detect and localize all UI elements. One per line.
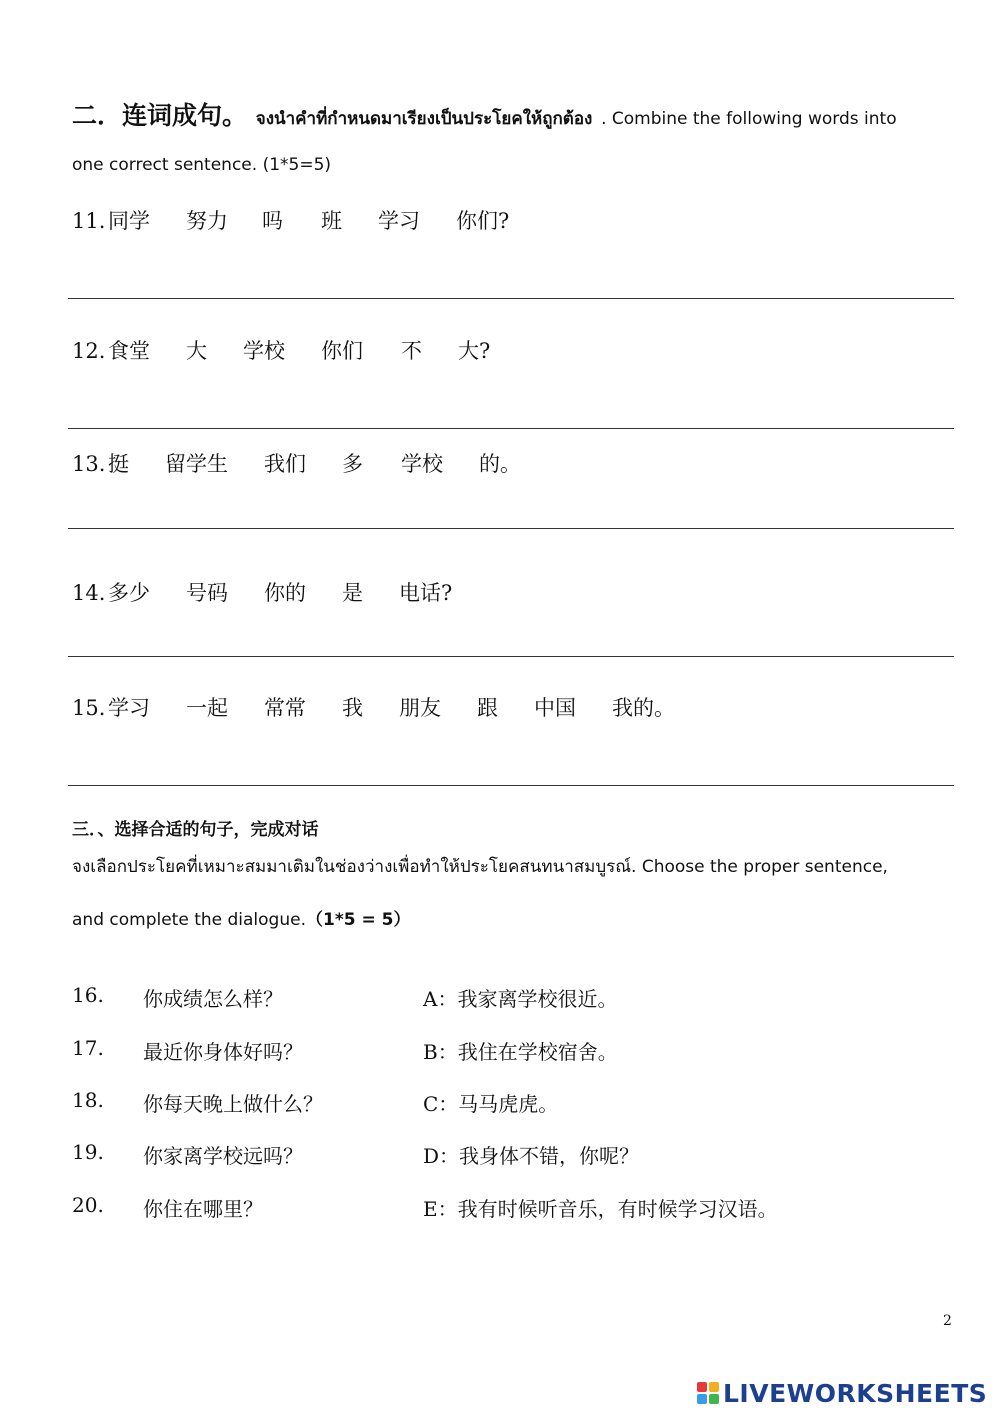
word: 我们 <box>264 452 306 476</box>
word: 你的 <box>264 581 306 605</box>
section2-instruction: one correct sentence. (1*5=5) <box>72 155 332 175</box>
section2-title-zh: 二．连词成句。 <box>72 101 248 130</box>
word: 我的。 <box>612 696 675 720</box>
section2-title-th: จงนำคำที่กำหนดมาเรียงเป็นประโยคให้ถูกต้อง <box>255 109 593 129</box>
word: 同学 <box>108 209 150 233</box>
word: 号码 <box>186 581 228 605</box>
section3-line2: and complete the dialogue. <box>72 910 306 930</box>
word: 留学生 <box>165 452 228 476</box>
question-14 <box>72 577 486 607</box>
match-option[interactable]: A：我家离学校很近。 <box>423 987 618 1011</box>
page-number: 2 <box>943 1313 952 1329</box>
match-number: 17. <box>72 1036 104 1060</box>
word: 的。 <box>479 452 521 476</box>
word: 电话? <box>399 581 453 605</box>
word: 常常 <box>264 696 306 720</box>
word: 学习 <box>108 696 150 720</box>
section3-instruction-2 <box>72 905 410 930</box>
word: 一起 <box>186 696 228 720</box>
question-15 <box>72 692 709 722</box>
match-option[interactable]: B：我住在学校宿舍。 <box>423 1040 618 1064</box>
answer-line-13[interactable] <box>68 528 954 529</box>
section2-title-en: . Combine the following words into <box>601 109 897 129</box>
match-number: 19. <box>72 1140 104 1164</box>
word: 多 <box>342 452 363 476</box>
match-number: 18. <box>72 1088 104 1112</box>
logo-tile <box>697 1382 707 1392</box>
word: 学校 <box>401 452 443 476</box>
answer-line-14[interactable] <box>68 656 954 657</box>
word: 你们 <box>321 339 363 363</box>
answer-line-11[interactable] <box>68 298 954 299</box>
logo-tile <box>709 1394 719 1404</box>
question-number: 15. <box>72 696 106 720</box>
word: 是 <box>342 581 363 605</box>
word: 朋友 <box>399 696 441 720</box>
match-option[interactable]: D：我身体不错，你呢？ <box>423 1144 640 1168</box>
match-option[interactable]: E：我有时候听音乐，有时候学习汉语。 <box>423 1197 778 1221</box>
question-13 <box>72 448 555 478</box>
question-number: 11. <box>72 209 106 233</box>
liveworksheets-logo[interactable] <box>697 1378 987 1408</box>
logo-tile <box>697 1394 707 1404</box>
word: 挺 <box>108 452 129 476</box>
match-number: 20. <box>72 1193 104 1217</box>
match-question: 你家离学校远吗？ <box>143 1144 303 1168</box>
match-question: 最近你身体好吗？ <box>143 1040 303 1064</box>
brand-name: LIVEWORKSHEETS <box>723 1378 988 1408</box>
word: 大 <box>186 339 207 363</box>
section3-title: 三．、选择合适的句子，完成对话 <box>72 820 319 840</box>
word: 大? <box>458 339 491 363</box>
word: 不 <box>401 339 422 363</box>
question-number: 13. <box>72 452 106 476</box>
section3-instruction: จงเลือกประโยคที่เหมาะสมมาเติมในช่องว่างเพื่อทำให้ประโยคสนทนาสมบูรณ์. Choose the proper sentence, <box>72 857 888 877</box>
question-11 <box>72 205 543 235</box>
match-option[interactable]: C：马马虎虎。 <box>423 1092 559 1116</box>
section2-title <box>72 96 897 132</box>
word: 学校 <box>243 339 285 363</box>
answer-line-12[interactable] <box>68 428 954 429</box>
answer-line-15[interactable] <box>68 785 954 786</box>
section3-points: （1*5 = 5） <box>305 910 411 930</box>
match-question: 你每天晚上做什么？ <box>143 1092 323 1116</box>
logo-tile <box>709 1382 719 1392</box>
word: 努力 <box>186 209 228 233</box>
word: 班 <box>321 209 342 233</box>
question-12 <box>72 335 524 365</box>
match-question: 你成绩怎么样？ <box>143 987 283 1011</box>
word: 中国 <box>534 696 576 720</box>
word: 吗 <box>262 209 283 233</box>
word: 你们? <box>456 209 510 233</box>
match-question: 你住在哪里？ <box>143 1197 263 1221</box>
logo-tiles-icon <box>697 1382 719 1404</box>
word: 跟 <box>477 696 498 720</box>
question-number: 14. <box>72 581 106 605</box>
word: 我 <box>342 696 363 720</box>
word: 食堂 <box>108 339 150 363</box>
word: 学习 <box>378 209 420 233</box>
word: 多少 <box>108 581 150 605</box>
match-number: 16. <box>72 983 104 1007</box>
question-number: 12. <box>72 339 106 363</box>
